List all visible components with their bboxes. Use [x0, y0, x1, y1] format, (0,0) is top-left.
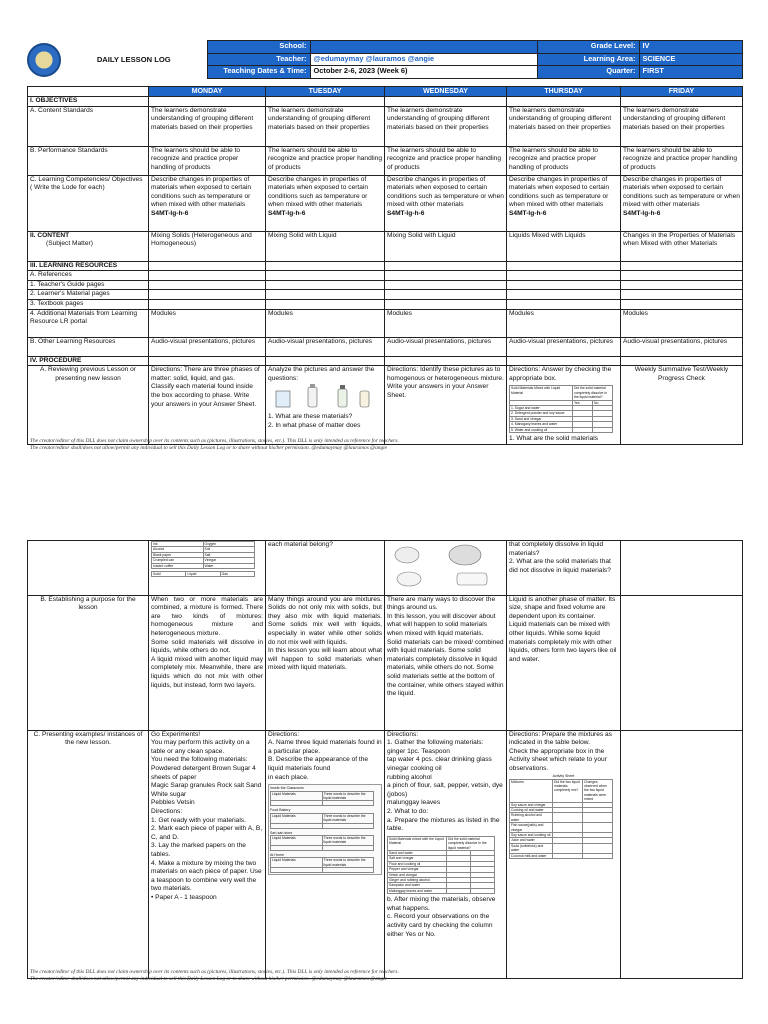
wed-table-row: Flour and cooking oil	[388, 861, 447, 866]
cell-content-wed: Mixing Solid with Liquid	[385, 231, 507, 261]
material-item: Crumpled can	[152, 558, 204, 563]
thu-act-row: Rubbing alcohol and water	[510, 813, 553, 823]
thu-table-row: 4. Mahogany leaves and water	[510, 422, 573, 427]
day-header-monday: MONDAY	[149, 87, 266, 97]
cell-content-std-thu: The learners demonstrate understanding of grouping different materials based on their properties	[507, 106, 621, 146]
material-item: Vinegar	[203, 558, 255, 563]
cell-comp-tue: Describe changes in properties of materials when exposed to certain conditions such as temperature or when mixed with other materials	[268, 175, 369, 209]
purpose-label: B. Establishing a purpose for the lesson	[28, 595, 149, 730]
thu-activity-table	[509, 779, 613, 860]
cell-cont-tue: each material belong?	[266, 541, 385, 596]
phase-col-gas: Gas	[220, 572, 254, 577]
quarter-label: Quarter:	[537, 66, 639, 79]
cell-content-std-fri: The learners demonstrate understanding of grouping different materials based on their properties	[621, 106, 743, 146]
dll-table-page1	[27, 86, 742, 445]
wed-table-head-2: Did the solid material completely dissolve in the liquid material?	[447, 836, 495, 850]
competencies-label: C. Learning Competencies/ Objectives ( Write the Lode for each)	[28, 175, 149, 231]
footer-disclaimer: The creator/editor of this DLL does not claim ownership over its contents such as (pictures, illustrations, stories, etc.). This DLL is only intended as reference for teachers.	[30, 969, 399, 975]
thu-act-head-3: Changes observed when the two liquid materials were mixed	[583, 779, 613, 802]
school-label: School:	[207, 41, 310, 54]
thu-act-head-2: Did the two liquid materials completely mix?	[553, 779, 583, 802]
wed-table-row: Pepper and vinegar	[388, 867, 447, 872]
describe-col: Three words to describe the liquid materials	[322, 836, 374, 846]
thu-act-row: Soy sauce and vinegar	[510, 802, 553, 807]
thu-table-row: 3. Sand and vinegar	[510, 416, 573, 421]
performance-standards-label: B. Performance Standards	[28, 146, 149, 175]
day-header-wednesday: WEDNESDAY	[385, 87, 507, 97]
cell-purpose-wed: There are many ways to discover the things around us. In this lesson, you will discover about what will happen to solid materials when mixed with liquid materials. Solid materials can be mixed/ combined with liquid materials. Some solid materials completely dissolve in liquid materials, while others do not. Some solid materials settle at the bottom of the container, while others stayed within the liquid.	[385, 595, 507, 730]
material-item: Ink	[152, 542, 204, 547]
footer-disclaimer: The creator/editor of this DLL does not claim ownership over its contents such as (pictures, illustrations, stories, etc.). This DLL is only intended as reference for teachers.	[30, 438, 399, 444]
quarter-value: FIRST	[639, 66, 742, 79]
wed-table-row: Vetsin and vinegar	[388, 872, 447, 877]
cell-comp-wed: Describe changes in properties of materials when exposed to certain conditions such as temperature or when mixed with other materials	[387, 175, 504, 209]
cell-comp-mon: Describe changes in properties of materials when exposed to certain conditions such as temperature or when mixed with other materials	[151, 175, 252, 209]
cell-additional-mon: Modules	[149, 309, 266, 337]
day-header-friday: FRIDAY	[621, 87, 743, 97]
cell-presenting-fri	[621, 730, 743, 978]
thu-act-head-1: Mixtures	[510, 779, 553, 802]
dates-value: October 2-6, 2023 (Week 6)	[310, 66, 537, 79]
liquid-col: Liquid Materials	[271, 836, 323, 846]
textbook-pages-label: 3. Textbook pages	[28, 299, 149, 309]
thu-table-head-1: Solid Materials Mixed with Liquid Material	[510, 386, 573, 400]
cell-presenting-mon: Go Experiments! You may perform this activity on a table or any clean space. You need the following materials: Powdered detergent Brown Sugar 4 sheets of paper Magic Sarap granules Rock salt Sand White sugar Pebbles Vetsin Directions: 1. Get ready with your materials. 2. Mark each piece of paper with A, B, C, and D. 3. Lay the marked papers on the tables. 4. Make a mixture by mixing the two materials on each piece of paper. Use a teaspoon to combine very well the two materials. • Paper A - 1 teaspoon	[149, 730, 266, 978]
phase-col-solid: Solid	[152, 572, 186, 577]
page1-footer	[30, 438, 740, 451]
thu-table-row: 1. Sugar and water	[510, 405, 573, 410]
cell-content-mon: Mixing Solids (Heterogeneous and Homogeneous)	[149, 231, 266, 261]
school-value	[310, 41, 537, 54]
thu-question-1: 1. What are the solid materials	[509, 435, 599, 442]
other-resources-label: B. Other Learning Resources	[28, 337, 149, 356]
content-label: II. CONTENT	[30, 231, 70, 239]
cell-purpose-fri	[621, 595, 743, 730]
content-standards-label: A. Content Standards	[28, 106, 149, 146]
thu-act-row: Juice and water	[510, 838, 553, 843]
dll-table-page2	[27, 540, 742, 979]
thu-checking-table	[509, 385, 613, 433]
content-sublabel: (Subject Matter)	[46, 240, 93, 248]
cell-content-thu: Liquids Mixed with Liquids	[507, 231, 621, 261]
cell-purpose-thu: Liquid is another phase of matter. Its size, shape and fixed volume are dependent upon its container. Liquid materials can be mixed with other liquids. While some liquid materials completely mix with other liquids, others form two layers like oil and water.	[507, 595, 621, 730]
page2-footer	[30, 969, 740, 982]
phase-col-liquid: Liquid	[186, 572, 220, 577]
area-value: SCIENCE	[639, 53, 742, 66]
code-fri: S4MT-Ig-h-6	[623, 209, 661, 217]
mon-classify-table	[151, 541, 255, 569]
objectives-heading: I. OBJECTIVES	[28, 97, 149, 107]
code-tue: S4MT-Ig-h-6	[268, 209, 306, 217]
cell-review-mon: Directions: There are three phases of matter: solid, liquid, and gas. Classify each material found inside the box according to phase. Write your answers in your Answer Sheet.	[149, 366, 266, 444]
thu-act-row: Soda (softdrinks) and water	[510, 843, 553, 853]
footer-permission: The creator/editor shall/does not allow/permit any individual to sell this Daily Lesson Log or to share without his/her permission. @edumaymay @lauramos @angie	[30, 975, 388, 982]
mixtures-pictures	[387, 541, 502, 591]
wed-table-row: Sand and water	[388, 850, 447, 855]
material-item: Soil	[203, 547, 255, 552]
cell-perf-std-tue: The learners should be able to recognize and practice proper handling of products	[266, 146, 385, 175]
cell-review-thu: Directions: Answer by checking the appropriate box.	[509, 366, 612, 382]
cell-other-tue: Audio-visual presentations, pictures	[266, 337, 385, 356]
thu-table-no: No	[593, 400, 613, 405]
thu-act-row: Cooking oil and water	[510, 808, 553, 813]
references-label: A. References	[28, 271, 149, 281]
thu-table-yes: Yes	[573, 400, 593, 405]
material-item: Water	[203, 563, 255, 568]
cell-additional-tue: Modules	[266, 309, 385, 337]
dll-header	[27, 40, 742, 79]
cell-perf-std-mon: The learners should be able to recognize and practice proper handling of products	[149, 146, 266, 175]
material-item: Oxygen	[203, 542, 255, 547]
tue-question-1: 1. What are these materials?	[268, 412, 353, 420]
dates-label: Teaching Dates & Time:	[207, 66, 310, 79]
cell-purpose-tue: Many things around you are mixtures. Solids do not only mix with solids, but they also mix with liquid materials. Some solids mix well with liquids, especially in water while other solids do not mix well with liquids. In this lesson you will learn about what will happen to solid materials when mixed with liquid materials.	[266, 595, 385, 730]
cell-review-fri: Weekly Summative Test/Weekly Progress Check	[621, 366, 743, 444]
describe-col: Three words to describe the liquid materials	[322, 813, 374, 823]
additional-materials-label: 4. Additional Materials from Learning Resource LR portal	[28, 309, 149, 337]
footer-permission: The creator/editor shall/does not allow/permit any individual to sell this Daily Lesson Log or to share without his/her permission. @edumaymay @lauramos @angie	[30, 444, 388, 451]
thu-act-row: Fish sauce(patis) and vinegar	[510, 823, 553, 833]
cell-review-tue: Analyze the pictures and answer the questions:	[268, 366, 375, 382]
deped-seal-logo	[27, 43, 61, 77]
describe-col: Three words to describe the liquid materials	[322, 791, 374, 801]
cell-review-wed: Directions: Identify these pictures as to homogenous or heterogeneous mixture. Write your answers in your Answer Sheet.	[385, 366, 507, 444]
cell-other-thu: Audio-visual presentations, pictures	[507, 337, 621, 356]
liquid-col: Liquid Materials	[271, 791, 323, 801]
reviewing-label: A. Reviewing previous Lesson or presenting new lesson	[28, 366, 149, 444]
wed-table-row: Malunggay leaves and water	[388, 888, 447, 893]
cell-perf-std-thu: The learners should be able to recognize and practice proper handling of products	[507, 146, 621, 175]
mon-phase-columns	[151, 571, 255, 577]
cell-cont-thu: that completely dissolve in liquid materials? 2. What are the solid materials that did not dissolve in liquid materials?	[507, 541, 621, 596]
procedure-heading: IV. PROCEDURE	[28, 356, 149, 366]
wed-after-steps: b. After mixing the materials, observe what happens. c. Record your observations on the activity card by checking the column either Yes or No.	[387, 896, 496, 938]
material-item: Blank paper	[152, 552, 204, 557]
cell-content-std-tue: The learners demonstrate understanding of grouping different materials based on their properties	[266, 106, 385, 146]
cell-presenting-thu: Directions: Prepare the mixtures as indicated in the table below. Check the appropriate box in the Activity sheet which relate to your observations.	[509, 730, 612, 772]
tue-places-worksheet	[268, 784, 382, 875]
wed-table-row: Ginger and rubbing alcohol	[388, 877, 447, 882]
cell-content-tue: Mixing Solid with Liquid	[266, 231, 385, 261]
wed-table-row: Sampaloc and water	[388, 883, 447, 888]
thu-act-row: Soy sauce and cooking oil	[510, 833, 553, 838]
wed-table-head-1: Solid Materials mixed with the Liquid Material	[388, 836, 447, 850]
page-title: DAILY LESSON LOG	[96, 55, 171, 64]
day-header-tuesday: TUESDAY	[266, 87, 385, 97]
wed-table-row: Salt and vinegar	[388, 856, 447, 861]
material-item: Salt	[203, 552, 255, 557]
thu-table-head-2: Did the solid material completely dissolve in the liquid material?	[573, 386, 613, 400]
thu-table-row: 2. Detergent powder and soy sauce	[510, 411, 573, 416]
place-label: Inside the Classroom	[270, 786, 304, 791]
thu-act-row: Coconut milk and water	[510, 853, 553, 858]
resources-heading: III. LEARNING RESOURCES	[28, 261, 149, 271]
cell-content-std-mon: The learners demonstrate understanding of grouping different materials based on their properties	[149, 106, 266, 146]
code-wed: S4MT-Ig-h-6	[387, 209, 425, 217]
cell-presenting-wed: Directions: 1. Gather the following materials: ginger 1pc. Teaspoon tap water 4 pcs. clear drinking glass vinegar cooking oil rubbing alcohol a pinch of flour, salt, pepper, vetsin, dye (jobos) malunggay leaves 2. What to do: a. Prepare the mixtures as listed in the table.	[387, 730, 503, 833]
code-mon: S4MT-Ig-h-6	[151, 209, 189, 217]
liquid-col: Liquid Materials	[271, 858, 323, 868]
bottles-picture	[268, 383, 378, 409]
wed-mixture-table	[387, 836, 495, 894]
cell-comp-thu: Describe changes in properties of materials when exposed to certain conditions such as temperature or when mixed with other materials	[509, 175, 610, 209]
cell-other-fri: Audio-visual presentations, pictures	[621, 337, 743, 356]
area-label: Learning Area:	[537, 53, 639, 66]
cell-purpose-mon: When two or more materials are combined, a mixture is formed. There are two kinds of mixtures: homogeneous mixture and heterogeneous mixture. Some solid materials will dissolve in liquids, while others do not. A liquid mixed with another liquid may completely mix. Meanwhile, there are liquids which do not mix with other liquids, but instead, form two layers.	[149, 595, 266, 730]
cell-perf-std-wed: The learners should be able to recognize and practice proper handling of products	[385, 146, 507, 175]
teacher-value: @edumaymay @lauramos @angie	[310, 53, 537, 66]
cell-content-std-wed: The learners demonstrate understanding of grouping different materials based on their properties	[385, 106, 507, 146]
cell-other-mon: Audio-visual presentations, pictures	[149, 337, 266, 356]
cell-other-wed: Audio-visual presentations, pictures	[385, 337, 507, 356]
cell-presenting-tue: Directions: A. Name three liquid materials found in a particular place. B. Describe the appearance of the liquid materials found in each place.	[268, 730, 382, 781]
material-item: Alcohol	[152, 547, 204, 552]
thu-table-row: 5. Water and cooking oil	[510, 427, 573, 432]
cell-content-fri: Changes in the Properties of Materials when Mixed with other Materials	[621, 231, 743, 261]
code-thu: S4MT-Ig-h-6	[509, 209, 547, 217]
place-label: At Home	[270, 852, 284, 857]
describe-col: Three words to describe the liquid materials	[322, 858, 374, 868]
material-item: Instant coffee	[152, 563, 204, 568]
lm-pages-label: 2. Learner's Material pages	[28, 290, 149, 300]
tg-pages-label: 1. Teacher's Guide pages	[28, 280, 149, 290]
grade-value: IV	[639, 41, 742, 54]
grade-label: Grade Level:	[537, 41, 639, 54]
presenting-label: C. Presenting examples/ instances of the new lesson.	[28, 730, 149, 978]
thu-activity-title: Activity Sheet	[552, 773, 575, 778]
liquid-col: Liquid Materials	[271, 813, 323, 823]
cell-additional-wed: Modules	[385, 309, 507, 337]
place-label: Sari-sari store	[270, 830, 293, 835]
cell-additional-thu: Modules	[507, 309, 621, 337]
place-label: Food Bakery	[270, 808, 291, 813]
cell-comp-fri: Describe changes in properties of materials when exposed to certain conditions such as temperature or when mixed with other materials	[623, 175, 740, 209]
cell-perf-std-fri: The learners should be able to recognize and practice proper handling of products	[621, 146, 743, 175]
teacher-label: Teacher:	[207, 53, 310, 66]
day-header-thursday: THURSDAY	[507, 87, 621, 97]
tue-question-2: 2. In what phase of matter does	[268, 421, 361, 429]
cell-additional-fri: Modules	[621, 309, 743, 337]
